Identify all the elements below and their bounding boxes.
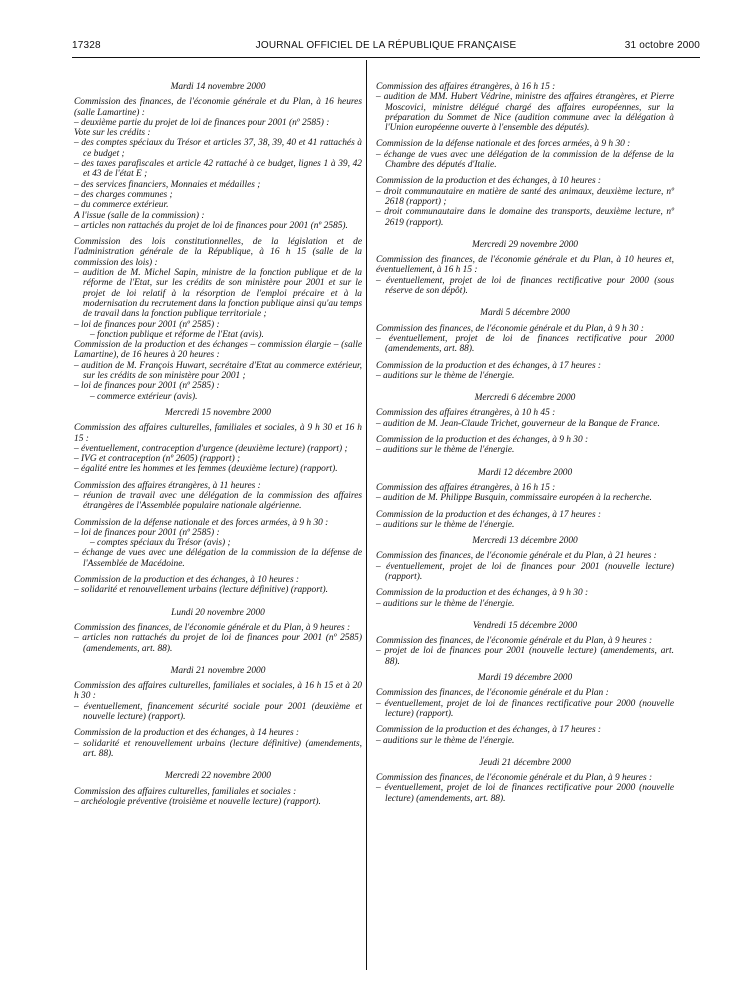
commission-line: Commission des affaires culturelles, familiales et sociales : [74, 786, 297, 797]
agenda-item: – projet de loi de finances pour 2001 (nouvelle lecture) (amendements, art. 88). [376, 646, 674, 667]
commission-line: Vote sur les crédits : [74, 128, 151, 139]
commission-line: Commission des finances, de l'économie générale et du Plan, à 9 heures : [74, 622, 351, 633]
agenda-item: – éventuellement, contraception d'urgence (deuxième lecture) (rapport) ; [74, 443, 348, 454]
agenda-item: – éventuellement, projet de loi de finances rectificative pour 2000 (amendements, art. 88). [376, 333, 674, 355]
agenda-item: – auditions sur le thème de l'énergie. [376, 735, 515, 746]
commission-line: Commission des affaires étrangères, à 16 h 15 : [376, 82, 556, 92]
agenda-item: – articles non rattachés du projet de loi de finances pour 2001 (nº 2585) (amendements, art. 88). [74, 633, 362, 654]
commission-line: Commission des finances, de l'économie générale et du Plan, à 21 heures : [376, 551, 657, 562]
agenda-item: – IVG et contraception (nº 2605) (rapport) ; [74, 454, 241, 465]
commission-line: Commission des finances, de l'économie générale et du Plan, à 16 heures (salle Lamartine) : [74, 97, 362, 118]
agenda-item: – archéologie préventive (troisième et nouvelle lecture) (rapport). [74, 796, 321, 807]
header-rule [72, 57, 700, 58]
agenda-item: – des charges communes ; [74, 189, 173, 200]
commission-line: A l'issue (salle de la commission) : [74, 210, 205, 221]
agenda-item: – éventuellement, projet de loi de finances pour 2001 (nouvelle lecture) (rapport). [376, 561, 674, 582]
commission-line: Commission des finances, de l'économie générale et du Plan, à 9 heures : [376, 773, 653, 784]
agenda-item: – des comptes spéciaux du Trésor et articles 37, 38, 39, 40 et 41 rattachés à ce budget ; [74, 138, 362, 159]
day-heading: Mercredi 22 novembre 2000 [165, 771, 271, 782]
commission-line: Commission des affaires étrangères, à 16 h 15 : [376, 482, 556, 493]
agenda-item: – éventuellement, projet de loi de finances rectificative pour 2000 (sous réserve de son dépôt). [376, 275, 674, 297]
day-heading: Mercredi 6 décembre 2000 [474, 393, 576, 404]
page-header [72, 40, 700, 56]
day-heading: Lundi 20 novembre 2000 [171, 607, 265, 618]
agenda-item: – réunion de travail avec une délégation de la commission des affaires étrangères de l'Assemblée populaire nationale algérienne. [74, 490, 362, 512]
right-column [376, 82, 674, 804]
commission-line: Commission de la production et des échanges, à 10 heures : [74, 575, 300, 586]
agenda-item: – solidarité et renouvellement urbains (lecture définitive) (rapport). [74, 585, 328, 596]
agenda-subitem: – comptes spéciaux du Trésor (avis) ; [90, 538, 231, 549]
agenda-item: – audition de M. Jean-Claude Trichet, gouverneur de la Banque de France. [376, 418, 660, 429]
issue-date: 31 octobre 2000 [624, 40, 700, 51]
agenda-subitem: – fonction publique et réforme de l'Etat (avis). [90, 329, 264, 340]
agenda-subitem: – commerce extérieur (avis). [90, 391, 198, 402]
commission-line: Commission de la production et des échanges, à 17 heures : [376, 360, 602, 371]
commission-line: Commission de la production et des échanges, à 9 h 30 : [376, 588, 589, 599]
agenda-item: – du commerce extérieur. [74, 200, 169, 211]
day-heading: Mardi 12 décembre 2000 [477, 467, 573, 478]
agenda-item: – loi de finances pour 2001 (nº 2585) : [74, 527, 220, 538]
agenda-item: – droit communautaire dans le domaine des transports, deuxième lecture, nº 2619 (rapport). [376, 207, 674, 228]
commission-line: Commission des finances, de l'économie générale et du Plan, à 9 h 30 : [376, 323, 644, 334]
day-heading: Mercredi 15 novembre 2000 [165, 407, 271, 418]
agenda-item: – articles non rattachés du projet de loi de finances pour 2001 (nº 2585). [74, 220, 348, 231]
commission-line: Commission de la production et des échanges, à 17 heures : [376, 509, 602, 520]
agenda-item: – audition de M. Philippe Busquin, commissaire européen à la recherche. [376, 493, 652, 504]
commission-line: Commission de la production et des échanges – commission élargie – (salle Lamartine), de 16 heures à 20 heures : [74, 340, 362, 361]
journal-title: JOURNAL OFFICIEL DE LA RÉPUBLIQUE FRANÇAISE [255, 40, 517, 51]
commission-line: Commission des affaires culturelles, familiales et sociales, à 9 h 30 et 16 h 15 : [74, 423, 362, 444]
agenda-item: – égalité entre les hommes et les femmes (deuxième lecture) (rapport). [74, 464, 338, 475]
agenda-item: – éventuellement, financement sécurité sociale pour 2001 (deuxième et nouvelle lecture) (rapport). [74, 701, 362, 723]
day-heading: Mercredi 29 novembre 2000 [472, 239, 578, 250]
agenda-item: – audition de M. François Huwart, secrétaire d'Etat au commerce extérieur, sur les crédits de son ministère pour 2001 ; [74, 360, 362, 382]
agenda-item: – auditions sur le thème de l'énergie. [376, 519, 515, 530]
commission-line: Commission des affaires étrangères, à 10 h 45 : [376, 408, 556, 419]
agenda-item: – droit communautaire en matière de santé des animaux, deuxième lecture, nº 2618 (rapport) ; [376, 186, 674, 207]
commission-line: Commission des finances, de l'économie générale et du Plan, à 9 heures : [376, 636, 653, 647]
commission-line: Commission des lois constitutionnelles, de la législation et de l'administration générale de la République, à 16 h 15 (salle de la commission des lois) : [74, 237, 362, 268]
day-heading: Mardi 5 décembre 2000 [480, 308, 570, 319]
agenda-item: – loi de finances pour 2001 (nº 2585) : [74, 381, 220, 392]
commission-line: Commission de la défense nationale et des forces armées, à 9 h 30 : [74, 517, 329, 528]
commission-line: Commission de la production et des échanges, à 14 heures : [74, 728, 300, 739]
left-column [74, 82, 362, 807]
agenda-item: – deuxième partie du projet de loi de finances pour 2001 (nº 2585) : [74, 117, 330, 128]
column-divider [366, 60, 367, 970]
commission-line: Commission de la défense nationale et des forces armées, à 9 h 30 : [376, 139, 631, 150]
agenda-item: – solidarité et renouvellement urbains (lecture définitive) (amendements, art. 88). [74, 738, 362, 759]
commission-line: Commission de la production et des échanges, à 9 h 30 : [376, 435, 589, 446]
agenda-item: – auditions sur le thème de l'énergie. [376, 598, 515, 609]
agenda-item: – auditions sur le thème de l'énergie. [376, 370, 515, 381]
day-heading: Mardi 14 novembre 2000 [170, 82, 266, 92]
commission-line: Commission de la production et des échanges, à 10 heures : [376, 176, 602, 187]
day-heading: Jeudi 21 décembre 2000 [479, 757, 571, 768]
page-number: 17328 [72, 40, 101, 51]
agenda-item: – audition de M. Michel Sapin, ministre de la fonction publique et de la réforme de l'Etat, sur les crédits de son ministère pour 2001 et sur le projet de loi relatif à la résorption de l'emploi précaire et à la modernisation du recrutement dans la fonction publique ainsi qu'au temps de travail dans la fonction publique territoriale ; [74, 268, 362, 320]
agenda-item: – des services financiers, Monnaies et médailles ; [74, 179, 261, 190]
day-heading: Mardi 21 novembre 2000 [170, 665, 266, 676]
agenda-item: – éventuellement, projet de loi de finances rectificative pour 2000 (nouvelle lecture) (rapport). [376, 698, 674, 719]
commission-line: Commission de la production et des échanges, à 17 heures : [376, 725, 602, 736]
agenda-item: – échange de vues avec une délégation de la commission de la défense de la Chambre des députés d'Italie. [376, 149, 674, 171]
commission-line: Commission des affaires étrangères, à 11 heures : [74, 480, 261, 491]
agenda-item: – éventuellement, projet de loi de finances rectificative pour 2000 (nouvelle lecture) (amendements, art. 88). [376, 783, 674, 804]
day-heading: Mercredi 13 décembre 2000 [472, 536, 578, 547]
commission-line: Commission des affaires culturelles, familiales et sociales, à 16 h 15 et à 20 h 30 : [74, 681, 362, 702]
day-heading: Mardi 19 décembre 2000 [477, 673, 573, 684]
agenda-item: – échange de vues avec une délégation de la commission de la défense de l'Assemblée de Macédoine. [74, 548, 362, 569]
agenda-item: – loi de finances pour 2001 (nº 2585) : [74, 319, 220, 330]
agenda-item: – audition de MM. Hubert Védrine, ministre des affaires étrangères, et Pierre Moscovici, ministre délégué chargé des affaires européennes, sur la préparation du Sommet de Nice (audition commune avec la délégation à l'Union européenne ouverte à l'ensemble des députés). [376, 92, 674, 134]
agenda-item: – des taxes parafiscales et article 42 rattaché à ce budget, lignes 1 à 39, 42 et 43 de l'état E ; [74, 159, 362, 180]
commission-line: Commission des finances, de l'économie générale et du Plan : [376, 688, 609, 699]
commission-line: Commission des finances, de l'économie générale et du Plan, à 10 heures et, éventuellement, à 16 h 15 : [376, 255, 674, 276]
day-heading: Vendredi 15 décembre 2000 [472, 620, 578, 631]
agenda-item: – auditions sur le thème de l'énergie. [376, 445, 515, 456]
